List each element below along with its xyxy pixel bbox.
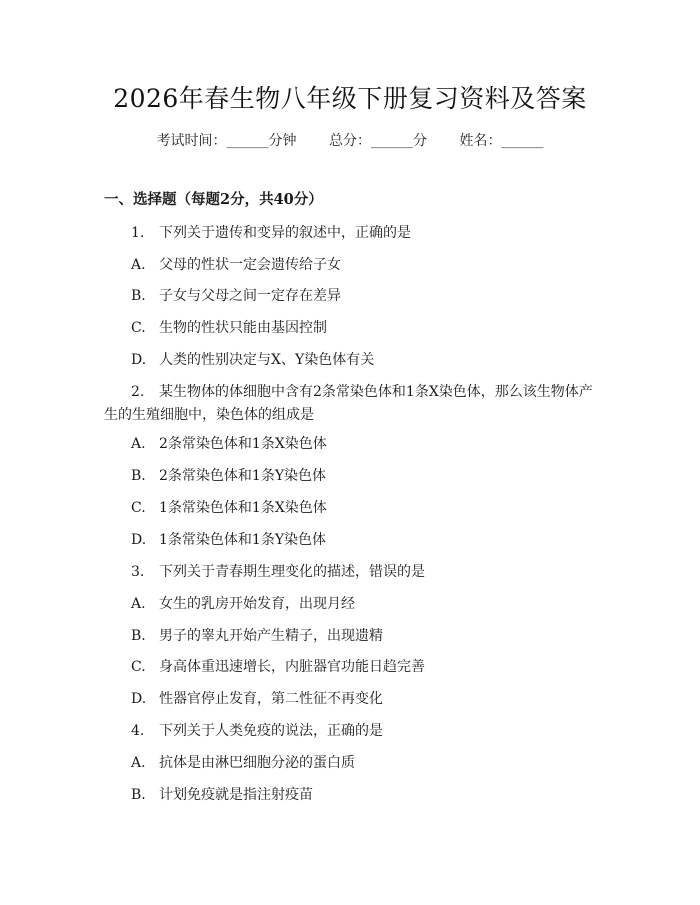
question-stem [131, 223, 411, 243]
option-letter: D. [131, 691, 147, 707]
option-text: 人类的性别决定与X、Y染色体有关 [159, 352, 375, 368]
question-number: 1. [131, 225, 145, 241]
exam-time-field: 考试时间：______分钟 [156, 133, 297, 149]
question-text: 某生物体的体细胞中含有2条常染色体和1条X染色体，那么该生物体产 [159, 384, 593, 400]
option-letter: B. [131, 628, 146, 644]
option-letter: B. [131, 288, 146, 304]
answer-option [131, 350, 374, 370]
answer-option [131, 785, 313, 805]
question-text: 下列关于遗传和变异的叙述中，正确的是 [159, 225, 411, 241]
option-letter: A. [131, 436, 146, 452]
question-number: 3. [131, 564, 145, 580]
question-text-continued: 生的生殖细胞中，染色体的组成是 [104, 407, 314, 423]
answer-option [131, 434, 327, 454]
question-number: 2. [131, 384, 145, 400]
option-letter: C. [131, 659, 146, 675]
option-letter: A. [131, 257, 146, 273]
option-text: 父母的性状一定会遗传给子女 [159, 257, 341, 273]
option-letter: B. [131, 468, 146, 484]
option-text: 1条常染色体和1条Y染色体 [159, 532, 327, 548]
question-text: 下列关于青春期生理变化的描述，错误的是 [159, 564, 425, 580]
answer-option [131, 594, 355, 614]
answer-option [131, 689, 383, 709]
answer-option [131, 255, 341, 275]
section-heading: 一、选择题（每题2分，共40分） [104, 191, 323, 208]
option-text: 性器官停止发育，第二性征不再变化 [159, 691, 383, 707]
option-letter: C. [131, 320, 146, 336]
option-text: 2条常染色体和1条X染色体 [159, 436, 327, 452]
option-text: 男子的睾丸开始产生精子，出现遗精 [159, 628, 383, 644]
exam-info-bar [0, 131, 700, 151]
answer-option [131, 286, 341, 306]
option-text: 子女与父母之间一定存在差异 [159, 288, 341, 304]
answer-option [131, 626, 383, 646]
option-letter: D. [131, 352, 147, 368]
student-name-field: 姓名：______ [459, 133, 544, 149]
question-stem [131, 562, 425, 582]
answer-option [131, 466, 326, 486]
question-number: 4. [131, 723, 145, 739]
answer-option [131, 318, 327, 338]
option-text: 女生的乳房开始发育，出现月经 [159, 596, 355, 612]
option-letter: C. [131, 500, 146, 516]
question-stem [131, 721, 383, 741]
question-stem [131, 382, 593, 402]
answer-option [131, 498, 327, 518]
answer-option [131, 753, 355, 773]
option-letter: B. [131, 787, 146, 803]
option-text: 1条常染色体和1条X染色体 [159, 500, 327, 516]
answer-option [131, 657, 425, 677]
total-score-field: 总分：______分 [329, 133, 427, 149]
option-text: 2条常染色体和1条Y染色体 [159, 468, 327, 484]
option-text: 身高体重迅速增长，内脏器官功能日趋完善 [159, 659, 425, 675]
option-text: 抗体是由淋巴细胞分泌的蛋白质 [159, 755, 355, 771]
option-letter: A. [131, 596, 146, 612]
question-text: 下列关于人类免疫的说法，正确的是 [159, 723, 383, 739]
option-text: 计划免疫就是指注射疫苗 [159, 787, 313, 803]
option-text: 生物的性状只能由基因控制 [159, 320, 327, 336]
answer-option [131, 530, 326, 550]
option-letter: A. [131, 755, 146, 771]
page-title: 2026年春生物八年级下册复习资料及答案 [113, 84, 587, 113]
option-letter: D. [131, 532, 147, 548]
